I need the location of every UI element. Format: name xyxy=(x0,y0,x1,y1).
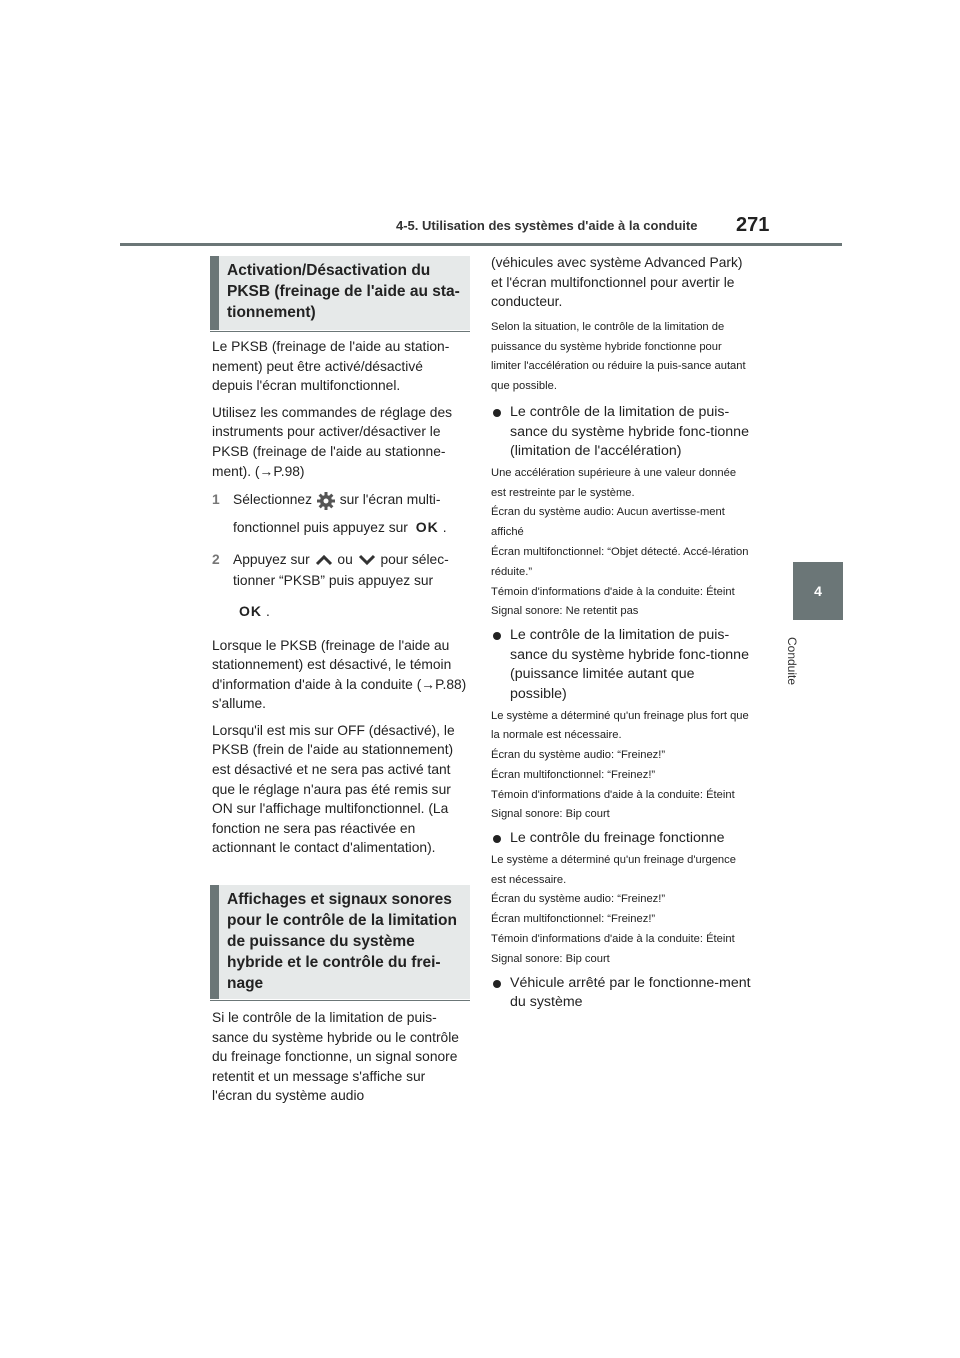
page-number: 271 xyxy=(736,214,770,236)
bullet-item: Le contrôle du freinage fonctionne xyxy=(491,829,751,849)
chapter-tab: 4 xyxy=(793,562,843,620)
paragraph: Le PKSB (freinage de l'aide au station-nement) peut être activé/désactivé depuis l'écran multifonctionnel. xyxy=(212,339,450,394)
chapter-label: Conduite xyxy=(785,636,800,686)
bullet-item: Véhicule arrêté par le fonctionne-ment du système xyxy=(491,974,751,1013)
section-heading-pksb: Activation/Désactivation du PKSB (freinage de l'aide au sta- tionnement) xyxy=(210,256,470,330)
header-rule xyxy=(120,243,842,246)
bullet-details: Le système a déterminé qu'un freinage plus fort que la normale est nécessaire. Écran du système audio: “Freinez!” Écran multifonctionnel: “Freinez!” Témoin d'informations d'aide à la conduite: Éteint Signal sonore: Bip court xyxy=(491,709,749,821)
column-right xyxy=(491,253,751,1013)
step-1: 1 Sélectionnez sur l'écran multi- fonctionnel puis appuyez sur OK . xyxy=(212,489,467,537)
note: Selon la situation, le contrôle de la limitation de puissance du système hybride fonctionne pour limiter l'accélération ou réduire la puis-sance autant que possible. xyxy=(491,320,746,393)
column-left-lower xyxy=(212,1008,467,1106)
bullet-icon xyxy=(493,632,501,640)
paragraph: Utilisez les commandes de réglage des instruments pour activer/désactiver le PKSB (freinage de l'aide au stationne-ment). (→P.98) xyxy=(212,404,453,479)
bullet-details: Une accélération supérieure à une valeur donnée est restreinte par le système. Écran du système audio: Aucun avertisse-ment affiché Écran multifonctionnel: “Objet détecté. Accé-lération réduite.” Témoin d'informations d'aide à la conduite: Éteint Signal sonore: Ne retentit pas xyxy=(491,466,749,618)
paragraph: Lorsqu'il est mis sur OFF (désactivé), le PKSB (frein de l'aide au stationnement) est désactivé et ne sera pas activé tant que le réglage n'aura pas été remis sur ON sur l'affichage multifonctionnel. (La fonction ne sera pas réactivée en actionnant le contact d'alimentation). xyxy=(212,722,455,856)
bullet-icon xyxy=(493,409,501,417)
paragraph: (véhicules avec système Advanced Park) et l'écran multifonctionnel pour avertir le conducteur. xyxy=(491,255,743,310)
bullet-icon xyxy=(493,835,501,843)
bullet-details: Le système a déterminé qu'un freinage d'urgence est nécessaire. Écran du système audio: “Freinez!” Écran multifonctionnel: “Freinez!” Témoin d'informations d'aide à la conduite: Éteint Signal sonore: Bip court xyxy=(491,853,736,965)
ok-button-icon: OK xyxy=(415,518,439,535)
column-left xyxy=(212,337,467,858)
step-2: 2 Appuyez sur ou pour sélec- tionner “PKSB” puis appuyez sur OK . xyxy=(212,549,467,622)
paragraph: Si le contrôle de la limitation de puis-sance du système hybride ou le contrôle du freinage fonctionne, un signal sonore retentit et un message s'affiche sur l'écran du système audio xyxy=(212,1010,459,1104)
bullet-item: Le contrôle de la limitation de puis-sance du système hybride fonc-tionne (limitation de l'accélération) xyxy=(491,403,751,462)
bullet-icon xyxy=(493,980,501,988)
gear-icon xyxy=(316,491,336,511)
ok-button-icon: OK xyxy=(239,602,262,619)
chevron-up-icon xyxy=(314,553,334,567)
section-title: 4-5. Utilisation des systèmes d'aide à la conduite xyxy=(396,218,698,233)
bullet-item: Le contrôle de la limitation de puis-sance du système hybride fonc-tionne (puissance limitée autant que possible) xyxy=(491,626,751,704)
chevron-down-icon xyxy=(357,553,377,567)
section-heading-displays: Affichages et signaux sonores pour le contrôle de la limitation de puissance du système hybride et le contrôle du frei- nage xyxy=(210,885,470,999)
paragraph: Lorsque le PKSB (freinage de l'aide au stationnement) est désactivé, le témoin d'information d'aide à la conduite (→P.88) s'allume. xyxy=(212,637,467,712)
